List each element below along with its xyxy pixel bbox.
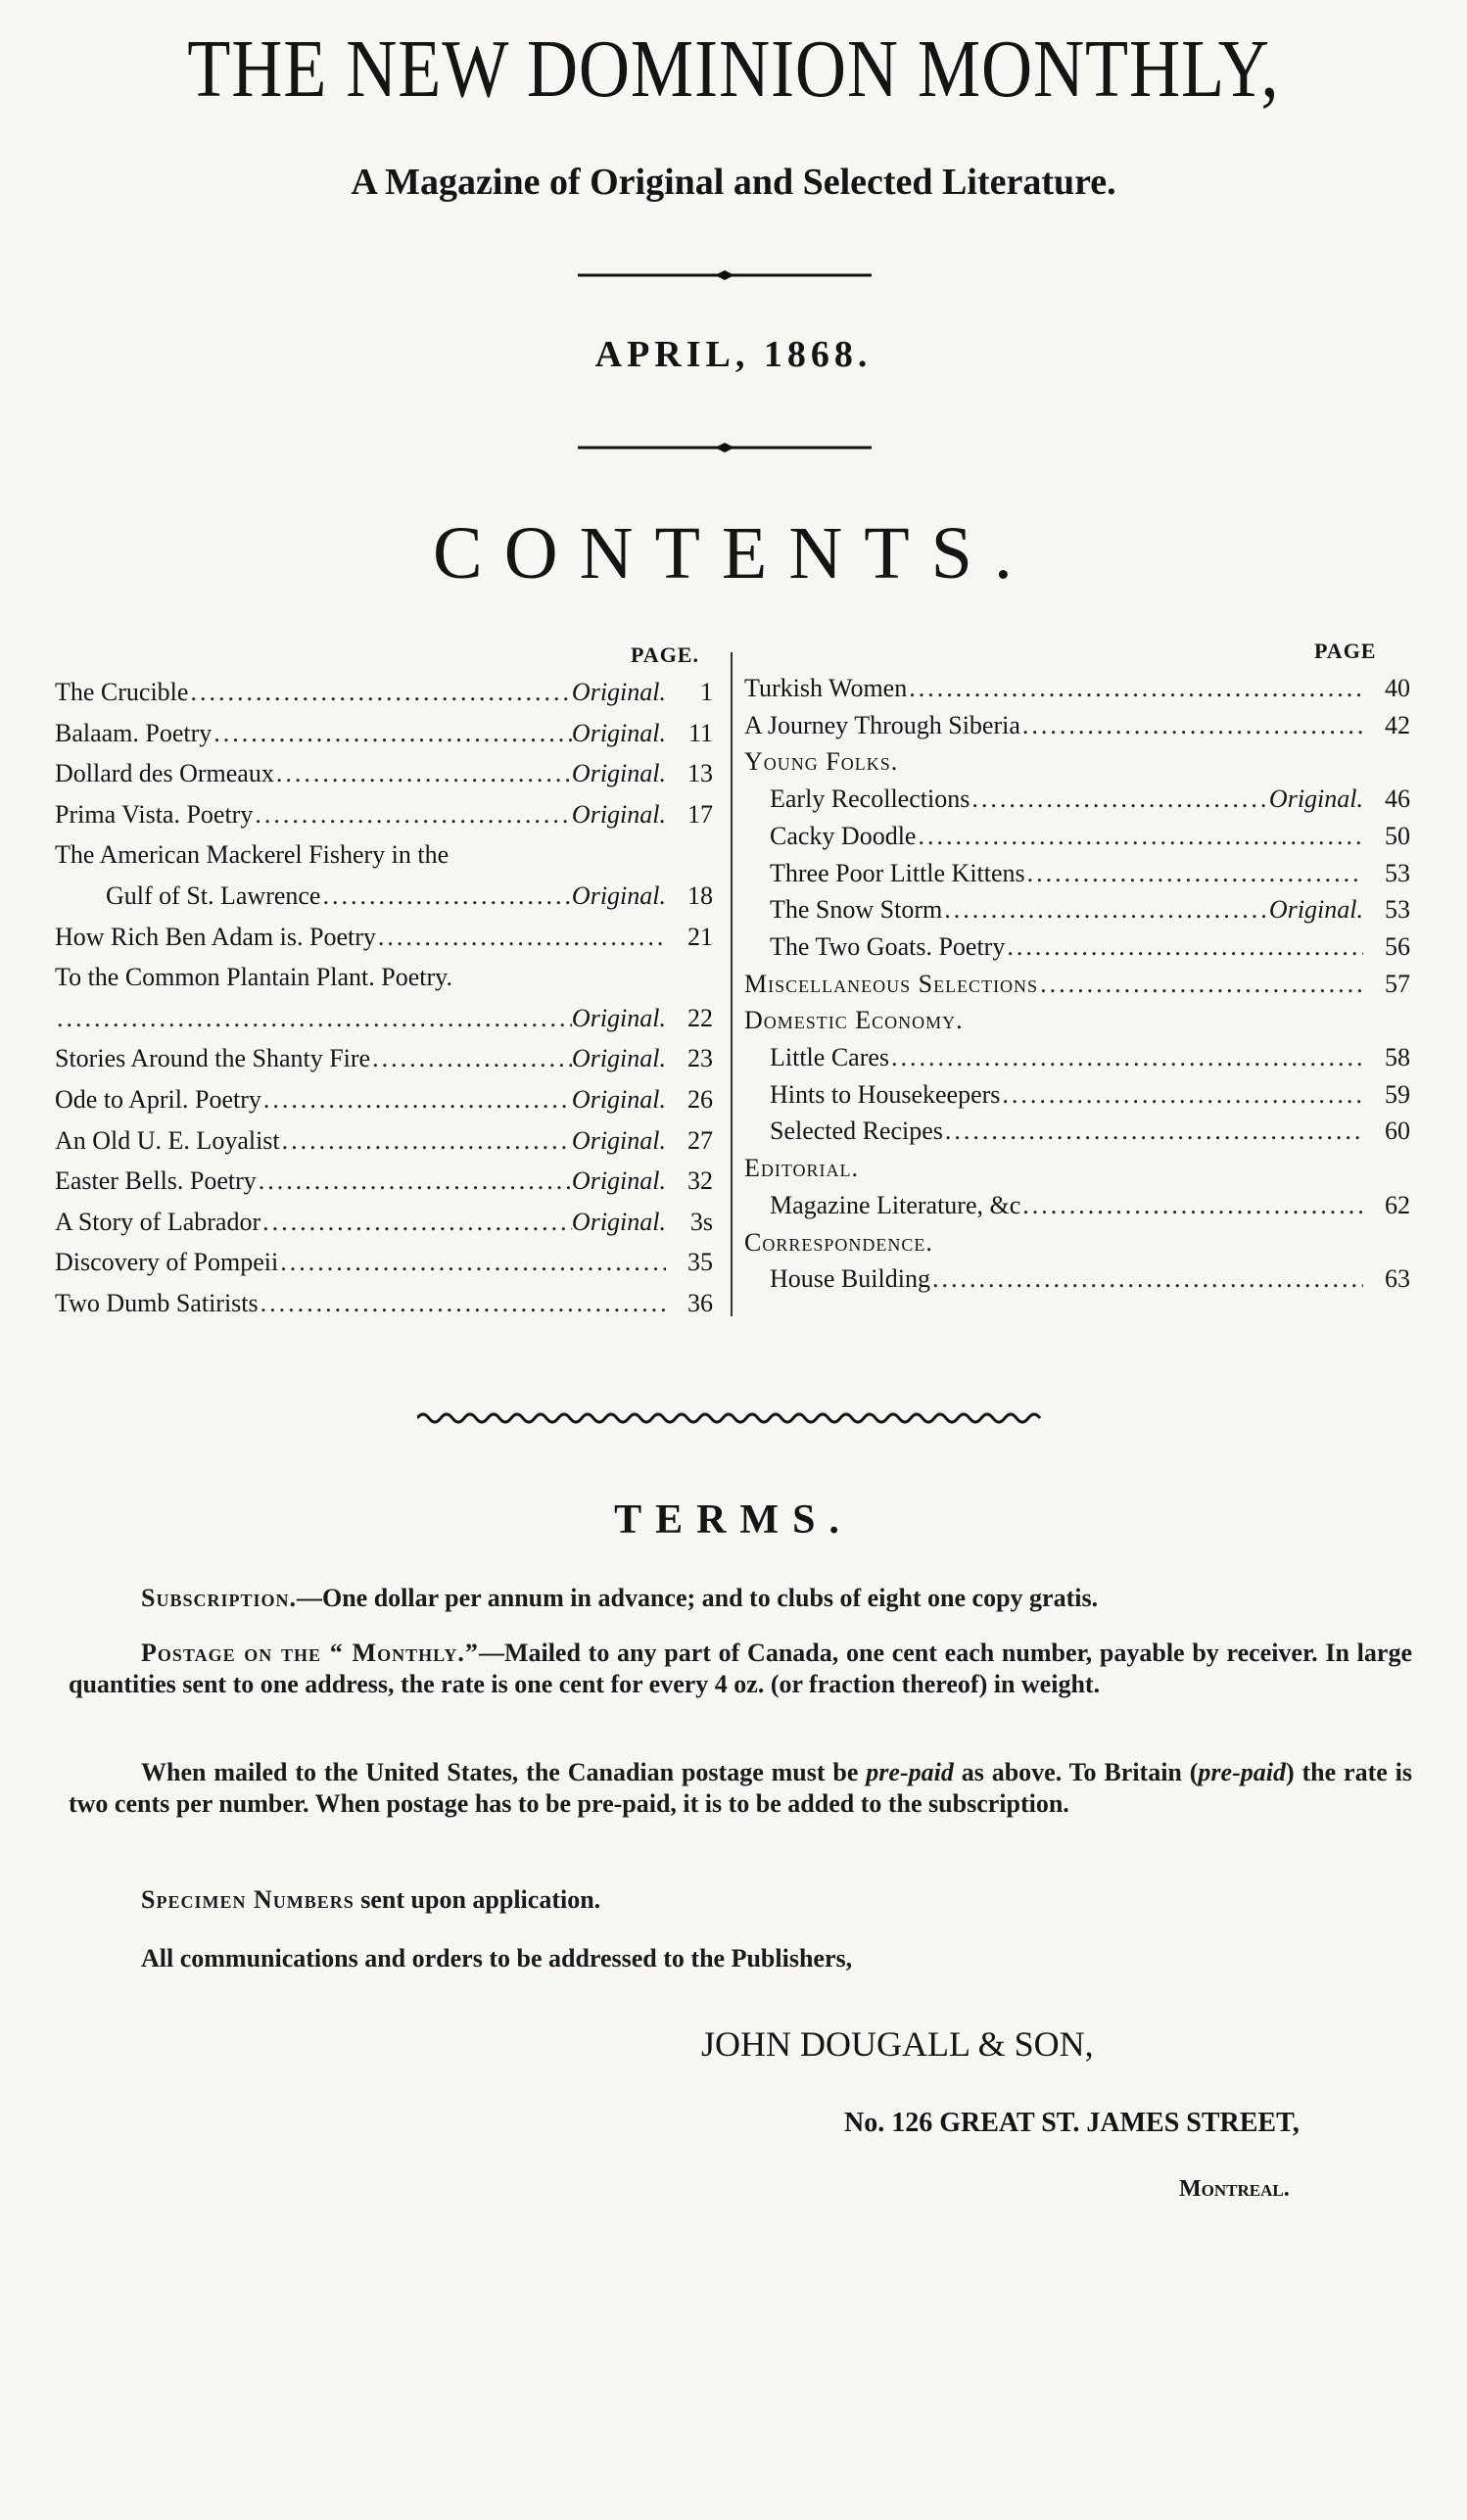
toc-note: Original. bbox=[571, 1125, 666, 1155]
toc-entry bbox=[55, 923, 713, 952]
toc-title: Magazine Literature, &c bbox=[770, 1190, 1021, 1219]
toc-title: Domestic Economy. bbox=[744, 1006, 964, 1035]
toc-page-number: 27 bbox=[687, 1125, 713, 1155]
toc-page-number: 13 bbox=[687, 759, 713, 788]
toc-page-number: 40 bbox=[1385, 674, 1410, 702]
toc-page-number: 26 bbox=[687, 1085, 713, 1114]
toc-title: Three Poor Little Kittens bbox=[770, 858, 1025, 887]
toc-entry bbox=[55, 719, 713, 748]
toc-leader bbox=[376, 923, 666, 952]
toc-leader bbox=[943, 1117, 1363, 1146]
toc-leader bbox=[889, 1043, 1363, 1072]
toc-title: Miscellaneous Selections bbox=[744, 969, 1039, 998]
toc-note: Original. bbox=[571, 759, 666, 788]
toc-leader bbox=[259, 1289, 666, 1318]
publisher-address: No. 126 GREAT ST. JAMES STREET, bbox=[844, 2108, 1300, 2138]
toc-entry bbox=[770, 1191, 1410, 1220]
toc-entry bbox=[770, 785, 1410, 814]
toc-entry bbox=[770, 932, 1410, 962]
toc-page-number: 32 bbox=[687, 1166, 713, 1196]
toc-leader bbox=[274, 759, 572, 788]
toc-page-number: 1 bbox=[700, 678, 713, 706]
toc-entry bbox=[55, 1044, 713, 1073]
toc-note: Original. bbox=[1268, 785, 1363, 814]
publisher-city: Montreal. bbox=[1179, 2176, 1290, 2202]
toc-note: Original. bbox=[571, 718, 666, 747]
terms-united-states bbox=[69, 1757, 1412, 1820]
toc-page-number: 62 bbox=[1385, 1190, 1410, 1219]
toc-page-number: 17 bbox=[687, 799, 713, 829]
specimen-text: sent upon application. bbox=[354, 1885, 601, 1914]
subscription-lead: Subscription. bbox=[141, 1584, 297, 1612]
terms-specimen bbox=[141, 1884, 1365, 1916]
toc-note: Original. bbox=[571, 1085, 666, 1114]
toc-entry bbox=[744, 747, 1410, 777]
toc-leader bbox=[1038, 970, 1363, 999]
toc-entry bbox=[55, 1085, 713, 1115]
toc-leader bbox=[930, 1264, 1363, 1294]
toc-entry bbox=[744, 1006, 1410, 1035]
toc-leader bbox=[1020, 1191, 1363, 1220]
toc-entry bbox=[744, 711, 1410, 740]
toc-leader bbox=[253, 800, 572, 830]
toc-leader bbox=[261, 1085, 572, 1115]
toc-entry bbox=[770, 859, 1410, 888]
toc-entry bbox=[106, 881, 713, 911]
toc-leader bbox=[188, 678, 571, 707]
toc-title: The American Mackerel Fishery in the bbox=[55, 840, 450, 870]
toc-leader bbox=[942, 895, 1269, 925]
toc-leader bbox=[970, 785, 1269, 814]
toc-entry bbox=[55, 800, 713, 830]
toc-page-number: 21 bbox=[687, 922, 713, 951]
toc-page-number: 59 bbox=[1385, 1079, 1410, 1109]
toc-page-number: 23 bbox=[687, 1044, 713, 1073]
toc-note: Original. bbox=[571, 678, 666, 706]
issue-date: APRIL, 1868. bbox=[594, 334, 873, 375]
toc-title: To the Common Plantain Plant. Poetry. bbox=[55, 963, 452, 992]
toc-entry bbox=[770, 895, 1410, 925]
toc-entry bbox=[744, 674, 1410, 703]
toc-page-number: 53 bbox=[1385, 895, 1410, 925]
us-italic-2: pre-paid bbox=[1198, 1758, 1286, 1786]
toc-leader bbox=[212, 719, 572, 748]
toc-entry bbox=[744, 1154, 1410, 1183]
postage-lead: Postage on the “ Monthly.” bbox=[141, 1639, 479, 1667]
column-divider bbox=[731, 652, 733, 1316]
publisher-name: JOHN DOUGALL & SON, bbox=[701, 2024, 1094, 2064]
toc-entry bbox=[744, 970, 1410, 999]
specimen-lead: Specimen Numbers bbox=[141, 1885, 355, 1914]
right-page-label: PAGE bbox=[1314, 639, 1377, 663]
toc-leader bbox=[257, 1166, 572, 1196]
toc-entry bbox=[55, 1289, 713, 1318]
toc-entry bbox=[55, 759, 713, 788]
toc-title: How Rich Ben Adam is. Poetry bbox=[55, 922, 376, 951]
toc-page-number: 58 bbox=[1385, 1043, 1410, 1071]
toc-note: Original. bbox=[571, 1003, 666, 1032]
toc-title: An Old U. E. Loyalist bbox=[55, 1125, 280, 1155]
toc-title: Correspondence. bbox=[744, 1227, 933, 1257]
toc-leader bbox=[1005, 932, 1363, 962]
toc-title: The Two Goats. Poetry bbox=[770, 931, 1006, 961]
masthead-subtitle: A Magazine of Original and Selected Literature. bbox=[351, 162, 1116, 203]
toc-title: Discovery of Pompeii bbox=[55, 1248, 279, 1277]
postage-text: —Mailed to any part of Canada, one cent each number, payable by receiver. In large quantities sent to one address, the rate is one cent for every 4 oz. (or fraction thereof) in weight. bbox=[69, 1639, 1412, 1698]
terms-heading: TERMS. bbox=[614, 1498, 853, 1543]
toc-entry bbox=[55, 1208, 713, 1237]
toc-title: Prima Vista. Poetry bbox=[55, 799, 254, 829]
toc-page-number: 18 bbox=[687, 881, 713, 910]
toc-title: Dollard des Ormeaux bbox=[55, 759, 274, 788]
toc-title: Cacky Doodle bbox=[770, 821, 917, 850]
toc-title: Young Folks. bbox=[744, 747, 899, 777]
toc-page-number: 3s bbox=[689, 1207, 713, 1236]
toc-page-number: 50 bbox=[1385, 821, 1410, 850]
toc-page-number: 11 bbox=[687, 718, 713, 747]
toc-entry bbox=[55, 1166, 713, 1196]
toc-title: Ode to April. Poetry bbox=[55, 1085, 261, 1114]
toc-page-number: 22 bbox=[687, 1003, 713, 1032]
left-page-label: PAGE. bbox=[631, 642, 699, 667]
toc-note: Original. bbox=[571, 1207, 666, 1236]
toc-note: Original. bbox=[571, 799, 666, 829]
toc-leader bbox=[370, 1044, 572, 1073]
toc-entry bbox=[55, 840, 713, 870]
toc-title: The Snow Storm bbox=[770, 895, 943, 925]
toc-leader bbox=[320, 881, 571, 911]
us-text-1: When mailed to the United States, the Canadian postage must be bbox=[141, 1758, 867, 1786]
toc-leader bbox=[907, 674, 1363, 703]
contents-heading: CONTENTS. bbox=[433, 512, 1034, 594]
toc-page-number: 53 bbox=[1385, 858, 1410, 887]
toc-title: Stories Around the Shanty Fire bbox=[55, 1044, 371, 1073]
toc-note: Original. bbox=[1268, 895, 1363, 925]
toc-entry bbox=[770, 1117, 1410, 1146]
toc-entry bbox=[770, 822, 1410, 851]
toc-title: House Building bbox=[770, 1264, 930, 1294]
toc-title: Editorial. bbox=[744, 1154, 860, 1183]
toc-title: Selected Recipes bbox=[770, 1117, 943, 1146]
toc-leader bbox=[278, 1248, 666, 1277]
ornament-rule-bottom bbox=[578, 443, 872, 452]
toc-title: Easter Bells. Poetry bbox=[55, 1166, 257, 1196]
toc-page-number: 56 bbox=[1385, 931, 1410, 961]
toc-title: Early Recollections bbox=[770, 785, 970, 814]
us-text-3: ) the rate is two cents per number. When postage has to be pre-paid, it is to be added to the subscription. bbox=[69, 1758, 1412, 1818]
toc-page-number: 42 bbox=[1385, 710, 1410, 739]
toc-note: Original. bbox=[571, 1044, 666, 1073]
toc-entry bbox=[770, 1080, 1410, 1110]
toc-leader bbox=[1025, 859, 1363, 888]
toc-leader bbox=[55, 1004, 572, 1033]
toc-entry bbox=[55, 963, 713, 992]
toc-title: Turkish Women bbox=[744, 674, 908, 702]
toc-page-number: 35 bbox=[687, 1248, 713, 1277]
toc-page-number: 57 bbox=[1385, 969, 1410, 998]
toc-page-number: 46 bbox=[1385, 785, 1410, 814]
toc-title: Hints to Housekeepers bbox=[770, 1079, 1001, 1109]
toc-title: A Journey Through Siberia bbox=[744, 710, 1020, 739]
terms-postage bbox=[69, 1638, 1412, 1700]
toc-page-number: 36 bbox=[687, 1289, 713, 1317]
toc-entry bbox=[744, 1228, 1410, 1258]
toc-entry bbox=[55, 678, 713, 707]
subscription-text: —One dollar per annum in advance; and to clubs of eight one copy gratis. bbox=[296, 1584, 1099, 1612]
toc-entry bbox=[770, 1264, 1410, 1294]
toc-entry bbox=[770, 1043, 1410, 1072]
toc-leader bbox=[1000, 1080, 1363, 1110]
toc-entry bbox=[55, 1248, 713, 1277]
toc-entry bbox=[55, 1004, 713, 1033]
toc-title: Balaam. Poetry bbox=[55, 718, 213, 747]
toc-title: Little Cares bbox=[770, 1043, 890, 1071]
us-text-2: as above. To Britain ( bbox=[953, 1758, 1199, 1786]
toc-page-number: 60 bbox=[1385, 1117, 1410, 1146]
terms-subscription bbox=[141, 1583, 1365, 1614]
toc-leader bbox=[260, 1208, 572, 1237]
toc-title: Two Dumb Satirists bbox=[55, 1289, 259, 1317]
toc-leader bbox=[280, 1126, 572, 1156]
ornament-rule-top bbox=[578, 270, 872, 280]
us-italic-1: pre-paid bbox=[866, 1758, 954, 1786]
wavy-divider bbox=[417, 1408, 1044, 1428]
toc-note: Original. bbox=[571, 881, 666, 910]
toc-title: Gulf of St. Lawrence bbox=[106, 881, 321, 910]
toc-leader bbox=[916, 822, 1363, 851]
toc-title: The Crucible bbox=[55, 678, 189, 706]
toc-note: Original. bbox=[571, 1166, 666, 1196]
masthead-title: THE NEW DOMINION MONTHLY, bbox=[187, 24, 1280, 115]
toc-title: A Story of Labrador bbox=[55, 1207, 261, 1236]
toc-leader bbox=[1020, 711, 1363, 740]
terms-communications: All communications and orders to be addressed to the Publishers, bbox=[141, 1944, 853, 1973]
toc-entry bbox=[55, 1126, 713, 1156]
toc-page-number: 63 bbox=[1385, 1264, 1410, 1294]
